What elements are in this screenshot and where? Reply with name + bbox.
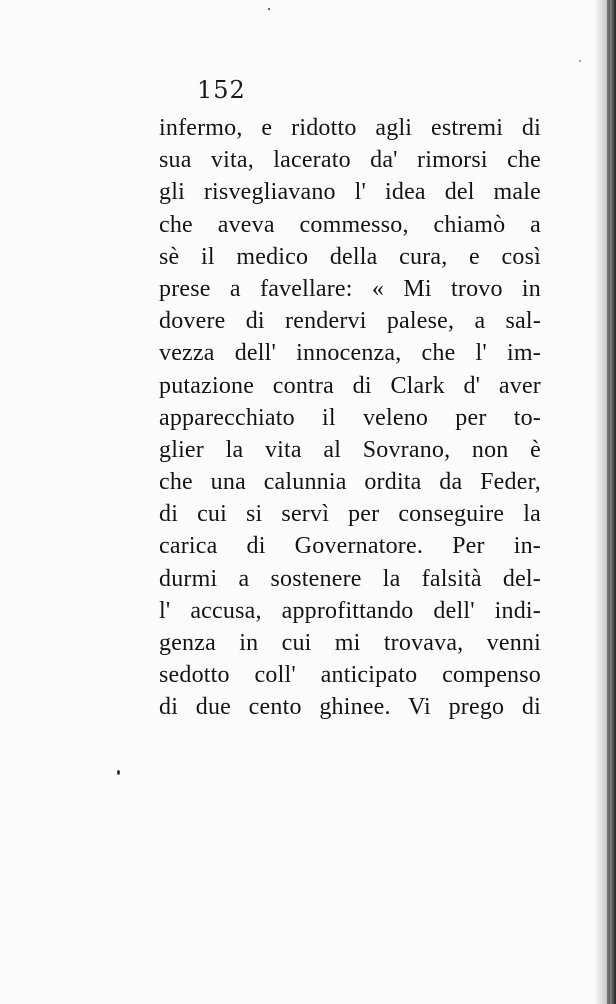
ink-speck <box>268 8 270 10</box>
text-line: sua vita, lacerato da' rimorsi che <box>159 147 541 174</box>
page-edge-shadow <box>594 0 616 1004</box>
page-edge-line <box>607 0 610 1004</box>
body-text <box>159 112 541 724</box>
text-line: di cui si servì per conseguire la <box>159 501 541 528</box>
text-line: dovere di rendervi palese, a sal- <box>159 308 541 335</box>
text-line: carica di Governatore. Per in- <box>159 533 541 560</box>
text-line: durmi a sostenere la falsità del- <box>159 565 541 592</box>
ink-speck <box>579 60 581 62</box>
text-line: gli risvegliavano l' idea del male <box>159 179 541 206</box>
text-line: di due cento ghinee. Vi prego di <box>159 694 541 721</box>
text-line: apparecchiato il veleno per to- <box>159 404 541 431</box>
ink-speck <box>117 770 120 775</box>
text-line: prese a favellare: « Mi trovo in <box>159 275 541 302</box>
text-line: putazione contra di Clark d' aver <box>159 372 541 399</box>
text-line: vezza dell' innocenza, che l' im- <box>159 340 541 367</box>
text-line: sedotto coll' anticipato compenso <box>159 662 541 689</box>
text-line: sè il medico della cura, e così <box>159 243 541 270</box>
page-number: 152 <box>197 76 246 104</box>
text-line: genza in cui mi trovava, venni <box>159 630 541 656</box>
text-line: l' accusa, approfittando dell' indi- <box>159 597 541 624</box>
text-line: che una calunnia ordita da Feder, <box>159 469 541 496</box>
text-line: glier la vita al Sovrano, non è <box>159 436 541 463</box>
text-line: infermo, e ridotto agli estremi di <box>159 115 541 141</box>
text-line: che aveva commesso, chiamò a <box>159 211 541 238</box>
